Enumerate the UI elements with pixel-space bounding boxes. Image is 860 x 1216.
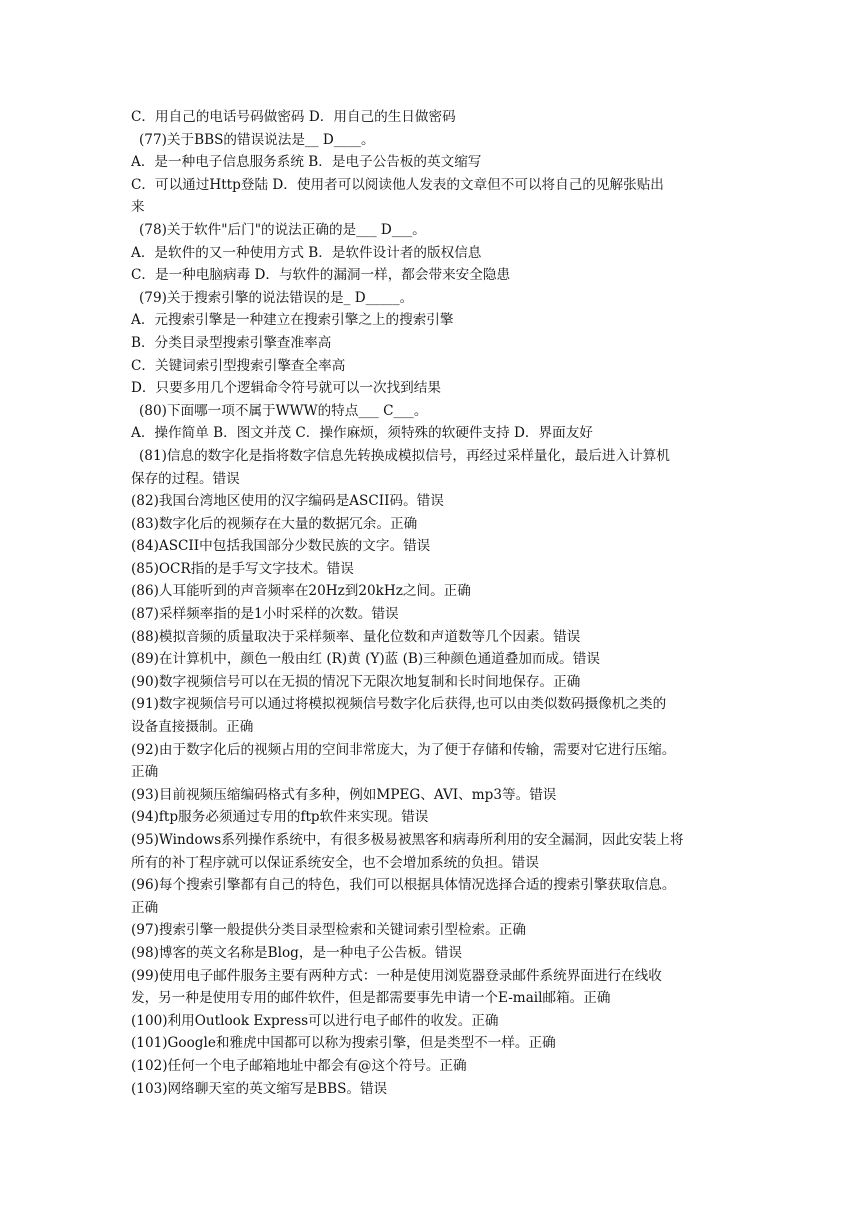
text-line: (99)使用电子邮件服务主要有两种方式：一种是使用浏览器登录邮件系统界面进行在线收 (131, 967, 662, 984)
text-line: A．是一种电子信息服务系统 B．是电子公告板的英文缩写 (131, 154, 482, 171)
text-line: (77)关于BBS的错误说法是__ D____。 (139, 131, 375, 148)
text-line: (97)搜索引擎一般提供分类目录型检索和关键词索引型检索。正确 (131, 922, 526, 939)
document-page (131, 106, 737, 1100)
text-line: 正确 (131, 899, 159, 916)
text-line: (101)Google和雅虎中国都可以称为搜索引擎，但是类型不一样。正确 (131, 1035, 556, 1052)
text-line: (88)模拟音频的质量取决于采样频率、量化位数和声道数等几个因素。错误 (131, 628, 581, 645)
text-line: B．分类目录型搜索引擎查准率高 (131, 334, 332, 351)
text-line: (81)信息的数字化是指将数字信息先转换成模拟信号，再经过采样量化，最后进入计算机 (139, 447, 670, 464)
text-line: C．关键词索引型搜索引擎查全率高 (131, 357, 346, 374)
text-line: (78)关于软件"后门"的说法正确的是___ D___。 (139, 221, 426, 238)
text-line: (82)我国台湾地区使用的汉字编码是ASCII码。错误 (131, 493, 444, 510)
text-line: D．只要多用几个逻辑命令符号就可以一次找到结果 (131, 380, 441, 397)
text-line: C．用自己的电话号码做密码 D．用自己的生日做密码 (131, 109, 456, 125)
text-line: (100)利用Outlook Express可以进行电子邮件的收发。正确 (131, 1012, 499, 1029)
text-line: 发，另一种是使用专用的邮件软件，但是都需要事先申请一个E-mail邮箱。正确 (131, 990, 611, 1007)
text-line: (87)采样频率指的是1小时采样的次数。错误 (131, 606, 399, 623)
text-line: (86)人耳能听到的声音频率在20Hz到20kHz之间。正确 (131, 583, 471, 600)
text-line: (85)OCR指的是手写文字技术。错误 (131, 560, 354, 577)
text-line: 设备直接摄制。正确 (131, 719, 254, 736)
text-line: (80)下面哪一项不属于WWW的特点___ C___。 (139, 402, 428, 419)
text-line: 所有的补丁程序就可以保证系统安全，也不会增加系统的负担。错误 (131, 854, 539, 871)
text-line: A．元搜索引擎是一种建立在搜索引擎之上的搜索引擎 (131, 312, 454, 329)
text-line: (95)Windows系列操作系统中，有很多极易被黑客和病毒所利用的安全漏洞，因此安装上将 (131, 832, 684, 848)
text-line: 正确 (131, 764, 159, 781)
text-line: (93)目前视频压缩编码格式有多种，例如MPEG、AVI、mp3等。错误 (131, 786, 557, 803)
text-line: (84)ASCII中包括我国部分少数民族的文字。错误 (131, 538, 431, 555)
text-line: (94)ftp服务必须通过专用的ftp软件来实现。错误 (131, 809, 429, 826)
text-line: (98)博客的英文名称是Blog，是一种电子公告板。错误 (131, 944, 463, 961)
text-line: (96)每个搜索引擎都有自己的特色，我们可以根据具体情况选择合适的搜索引擎获取信息。 (131, 877, 676, 894)
text-line: (79)关于搜索引擎的说法错误的是_ D_____。 (139, 289, 414, 306)
text-line: (92)由于数字化后的视频占用的空间非常庞大，为了便于存储和传输，需要对它进行压缩。 (131, 741, 676, 758)
text-line: 来 (131, 199, 145, 216)
text-line: A．操作简单 B．图文并茂 C．操作麻烦，须特殊的软硬件支持 D．界面友好 (131, 425, 593, 442)
text-line: 保存的过程。错误 (131, 470, 240, 487)
text-line: C．是一种电脑病毒 D．与软件的漏洞一样，都会带来安全隐患 (131, 267, 511, 284)
text-line: A．是软件的又一种使用方式 B．是软件设计者的版权信息 (131, 244, 482, 261)
text-line: (83)数字化后的视频存在大量的数据冗余。正确 (131, 515, 418, 532)
text-line: (91)数字视频信号可以通过将模拟视频信号数字化后获得,也可以由类似数码摄像机之类的 (131, 696, 667, 713)
text-line: (102)任何一个电子邮箱地址中都会有@这个符号。正确 (131, 1057, 467, 1074)
text-line: (90)数字视频信号可以在无损的情况下无限次地复制和长时间地保存。正确 (131, 673, 581, 690)
text-line: C．可以通过Http登陆 D．使用者可以阅读他人发表的文章但不可以将自己的见解张贴出 (131, 176, 664, 193)
text-line: (89)在计算机中，颜色一般由红 (R)黄 (Y)蓝 (B)三种颜色通道叠加而成。错误 (131, 651, 600, 668)
text-line: (103)网络聊天室的英文缩写是BBS。错误 (131, 1080, 388, 1097)
